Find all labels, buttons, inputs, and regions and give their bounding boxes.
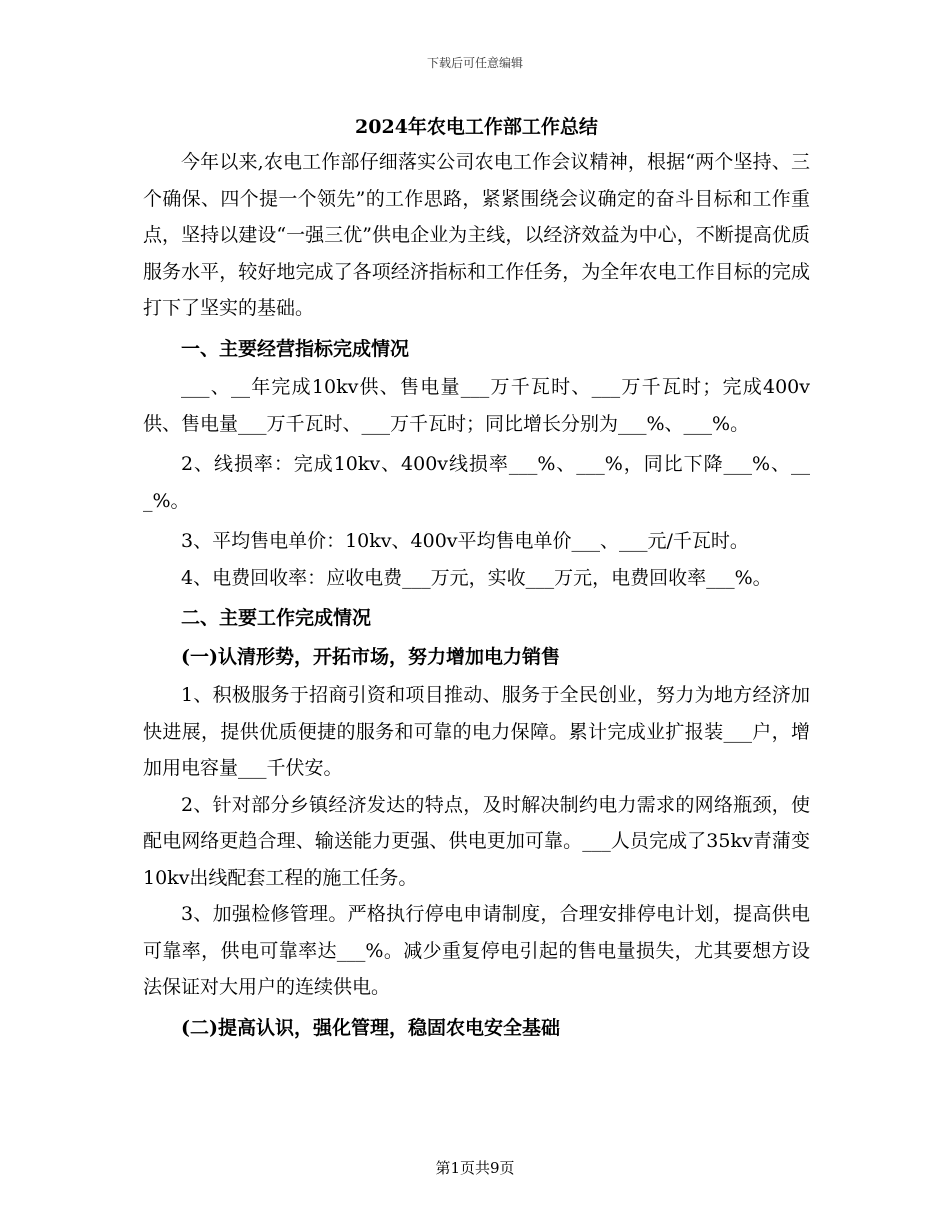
- header-note: 下载后可任意编辑: [426, 56, 523, 70]
- document-title: 2024年农电工作部工作总结: [355, 116, 598, 138]
- section-1-item-3: 3、平均售电单价：10kv、400v平均售电单价___、___元/千瓦时。: [181, 530, 749, 552]
- subsection-1-heading: (一)认清形势，开拓市场，努力增加电力销售: [181, 645, 560, 668]
- section-1-item-2: 2、线损率：完成10kv、400v线损率___%、___%，同比下降___%、___%。: [143, 453, 810, 512]
- section-2-heading: 二、主要工作完成情况: [181, 607, 372, 629]
- intro-paragraph: 今年以来,农电工作部仔细落实公司农电工作会议精神，根据“两个坚持、三个确保、四个提一个领先”的工作思路，紧紧围绕会议确定的奋斗目标和工作重点，坚持以建设“一强三优”供电企业为主线，以经济效益为中心，不断提高优质服务水平，较好地完成了各项经济指标和工作任务，为全年农电工作目标的完成打下了坚实的基础。: [143, 151, 810, 319]
- subsection-1-item-3: 3、加强检修管理。严格执行停电申请制度，合理安排停电计划，提高供电可靠率，供电可靠率达___%。减少重复停电引起的售电量损失，尤其要想方设法保证对大用户的连续供电。: [143, 903, 810, 998]
- subsection-1-item-1: 1、积极服务于招商引资和项目推动、服务于全民创业，努力为地方经济加快进展，提供优质便捷的服务和可靠的电力保障。累计完成业扩报装___户，增加用电容量___千伏安。: [143, 684, 810, 779]
- document-body: [143, 112, 810, 1048]
- section-1-heading: 一、主要经营指标完成情况: [181, 337, 410, 360]
- subsection-1-item-2: 2、针对部分乡镇经济发达的特点，及时解决制约电力需求的网络瓶颈，使配电网络更趋合理、输送能力更强、供电更加可靠。___人员完成了35kv青蒲变10kv出线配套工程的施工任务。: [143, 793, 810, 889]
- section-1-item-1: ___、__年完成10kv供、售电量___万千瓦时、___万千瓦时；完成400v供、售电量___万千瓦时、___万千瓦时；同比增长分别为___%、___%。: [143, 376, 810, 435]
- page-footer: 第1页共9页: [435, 1159, 515, 1177]
- subsection-2-heading: (二)提高认识，强化管理，稳固农电安全基础: [181, 1016, 560, 1039]
- section-1-item-4: 4、电费回收率：应收电费___万元，实收___万元，电费回收率___%。: [181, 566, 772, 589]
